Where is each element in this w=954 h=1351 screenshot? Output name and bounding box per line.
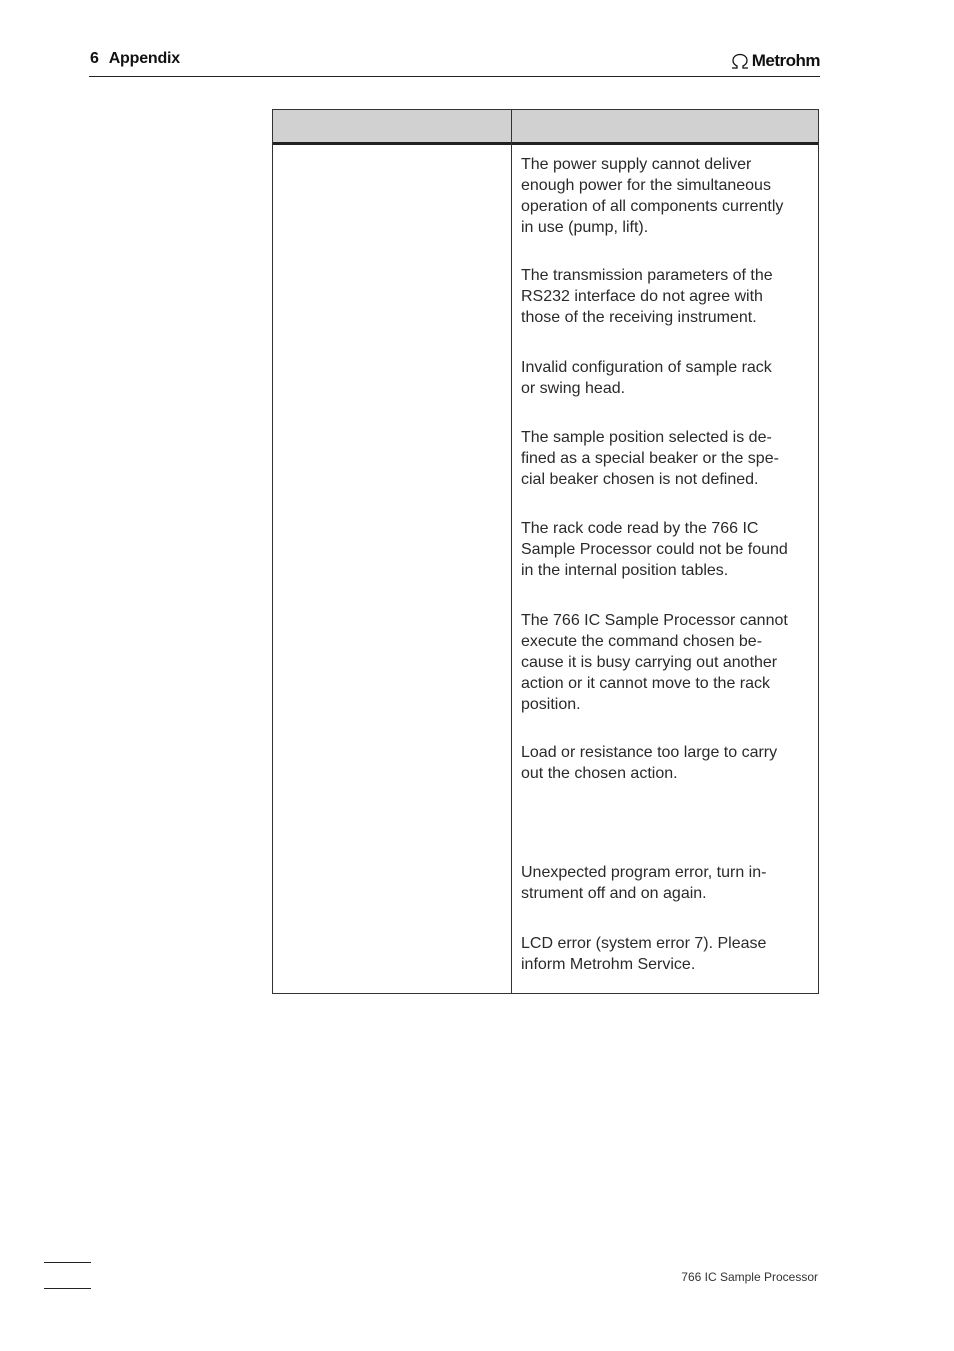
brand-name: Metrohm [751,51,820,70]
cause-invalid-configuration: Invalid configuration of sample rack or swing head. [521,359,772,397]
table-header-row [273,110,818,145]
cause-busy: The 766 IC Sample Processor cannot execute the command chosen be- cause it is busy carrying out another action or it cannot move to the rack position. [521,612,788,713]
column-divider [511,110,512,993]
cause-power-supply: The power supply cannot deliver enough power for the simultaneous operation of all components currently in use (pump, lift). [521,156,784,236]
section-number: 6 [90,50,99,67]
omega-icon [730,53,750,69]
cause-load-resistance: Load or resistance too large to carry out the chosen action. [521,744,778,782]
cause-rack-code: The rack code read by the 766 IC Sample Processor could not be found in the internal position tables. [521,520,788,579]
header-rule [89,76,820,77]
cause-special-beaker: The sample position selected is de- fined as a special beaker or the spe- cial beaker chosen is not defined. [521,429,779,488]
footer-mark-upper [44,1262,91,1263]
cause-rs232-parameters: The transmission parameters of the RS232 interface do not agree with those of the receiving instrument. [521,267,773,326]
brand-logo [730,50,820,72]
cause-lcd-error: LCD error (system error 7). Please inform Metrohm Service. [521,935,767,973]
section-heading [90,50,180,68]
footer-product-name: 766 IC Sample Processor [681,1270,818,1284]
footer-mark-lower [44,1288,91,1289]
cause-program-error: Unexpected program error, turn in- strument off and on again. [521,864,767,902]
section-title: Appendix [108,50,180,67]
error-table [272,109,819,994]
